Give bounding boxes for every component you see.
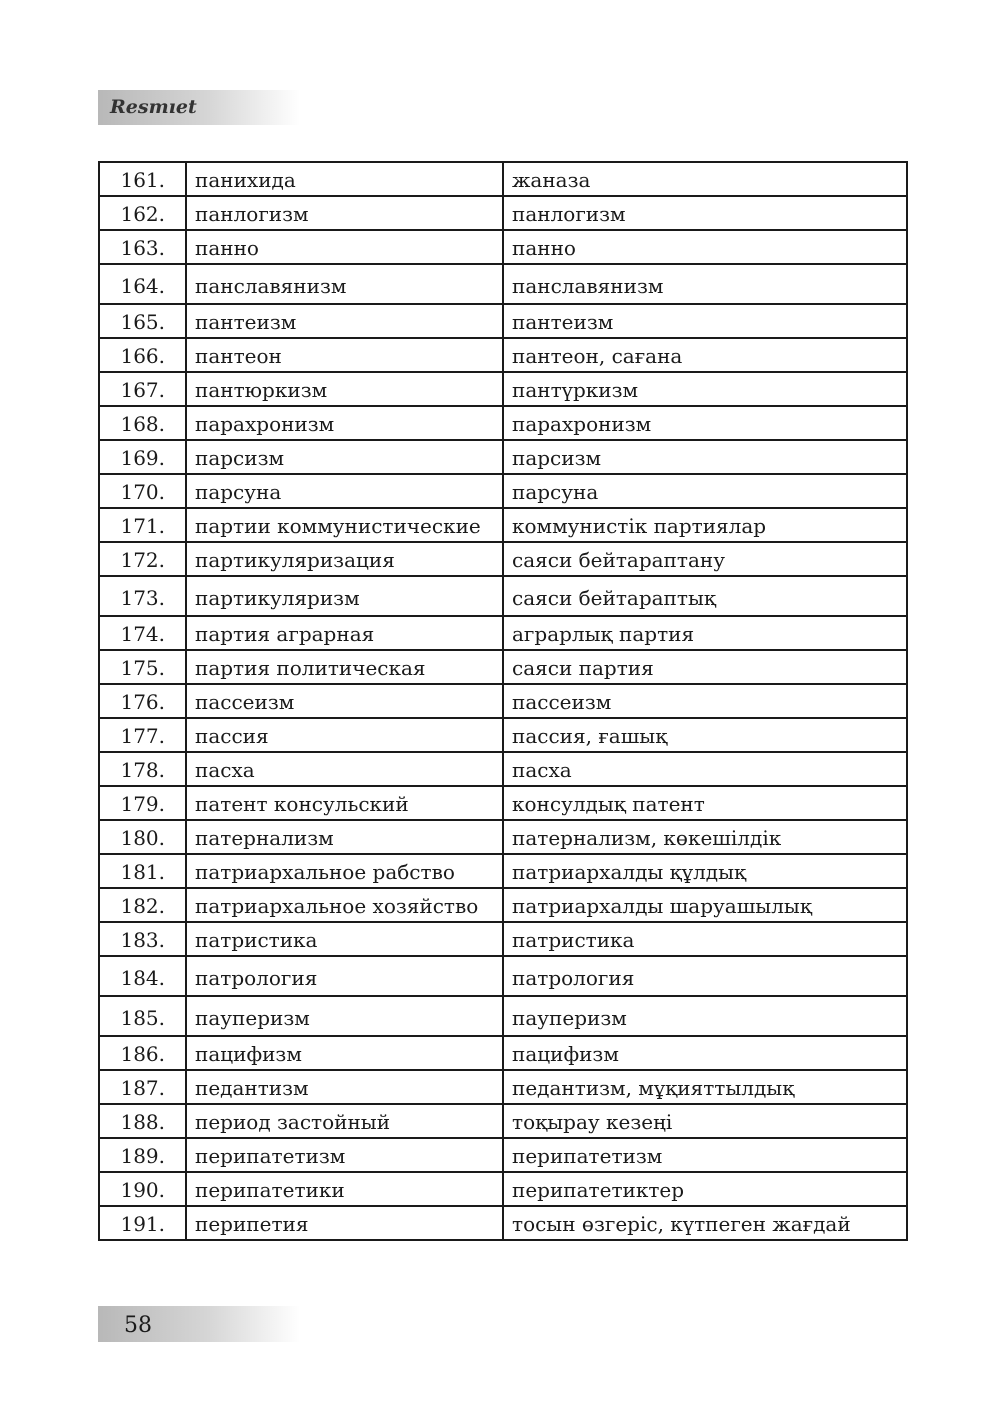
term-kazakh: тосын өзгеріс, күтпеген жағдай xyxy=(503,1206,907,1240)
table-row xyxy=(99,576,907,616)
term-russian: пассеизм xyxy=(186,684,503,718)
page-number: 58 xyxy=(124,1313,152,1338)
term-kazakh: пассеизм xyxy=(503,684,907,718)
term-kazakh: пасха xyxy=(503,752,907,786)
table-row xyxy=(99,996,907,1036)
table-row xyxy=(99,1104,907,1138)
term-kazakh: пантүркизм xyxy=(503,372,907,406)
term-kazakh: саяси партия xyxy=(503,650,907,684)
term-kazakh: пауперизм xyxy=(503,996,907,1036)
term-kazakh: панславянизм xyxy=(503,264,907,304)
term-russian: панно xyxy=(186,230,503,264)
table-row xyxy=(99,1036,907,1070)
term-russian: партикуляризм xyxy=(186,576,503,616)
term-number: 183. xyxy=(99,922,186,956)
term-number: 168. xyxy=(99,406,186,440)
term-number: 170. xyxy=(99,474,186,508)
term-kazakh: патристика xyxy=(503,922,907,956)
term-kazakh: парсизм xyxy=(503,440,907,474)
term-kazakh: панно xyxy=(503,230,907,264)
term-number: 181. xyxy=(99,854,186,888)
term-kazakh: парсуна xyxy=(503,474,907,508)
table-row xyxy=(99,264,907,304)
term-number: 185. xyxy=(99,996,186,1036)
term-number: 179. xyxy=(99,786,186,820)
term-number: 173. xyxy=(99,576,186,616)
term-russian: панславянизм xyxy=(186,264,503,304)
term-russian: патрология xyxy=(186,956,503,996)
table-row xyxy=(99,162,907,196)
term-number: 167. xyxy=(99,372,186,406)
term-russian: патернализм xyxy=(186,820,503,854)
term-number: 174. xyxy=(99,616,186,650)
term-kazakh: патрология xyxy=(503,956,907,996)
term-russian: пацифизм xyxy=(186,1036,503,1070)
term-number: 186. xyxy=(99,1036,186,1070)
table-row xyxy=(99,786,907,820)
term-russian: пассия xyxy=(186,718,503,752)
term-kazakh: аграрлық партия xyxy=(503,616,907,650)
table-row xyxy=(99,718,907,752)
term-number: 177. xyxy=(99,718,186,752)
term-number: 180. xyxy=(99,820,186,854)
table-row xyxy=(99,372,907,406)
term-number: 165. xyxy=(99,304,186,338)
table-row xyxy=(99,650,907,684)
glossary-table xyxy=(98,161,908,1241)
term-russian: патриархальное хозяйство xyxy=(186,888,503,922)
term-number: 176. xyxy=(99,684,186,718)
term-number: 187. xyxy=(99,1070,186,1104)
table-row xyxy=(99,684,907,718)
term-number: 175. xyxy=(99,650,186,684)
term-russian: педантизм xyxy=(186,1070,503,1104)
term-kazakh: перипатетиктер xyxy=(503,1172,907,1206)
term-kazakh: коммунистік партиялар xyxy=(503,508,907,542)
term-number: 164. xyxy=(99,264,186,304)
term-number: 178. xyxy=(99,752,186,786)
term-kazakh: пантеон, сағана xyxy=(503,338,907,372)
term-russian: партии коммунистические xyxy=(186,508,503,542)
term-russian: пантеон xyxy=(186,338,503,372)
table-row xyxy=(99,542,907,576)
term-russian: партия политическая xyxy=(186,650,503,684)
term-number: 172. xyxy=(99,542,186,576)
term-kazakh: педантизм, мұқияттылдық xyxy=(503,1070,907,1104)
term-kazakh: панлогизм xyxy=(503,196,907,230)
term-russian: парсуна xyxy=(186,474,503,508)
term-number: 171. xyxy=(99,508,186,542)
term-kazakh: жаназа xyxy=(503,162,907,196)
table-row xyxy=(99,508,907,542)
term-kazakh: перипатетизм xyxy=(503,1138,907,1172)
term-russian: панихида xyxy=(186,162,503,196)
term-number: 169. xyxy=(99,440,186,474)
term-russian: пантеизм xyxy=(186,304,503,338)
term-kazakh: саяси бейтараптану xyxy=(503,542,907,576)
term-russian: парсизм xyxy=(186,440,503,474)
running-header: Resmıet xyxy=(110,96,197,118)
table-row xyxy=(99,956,907,996)
term-number: 188. xyxy=(99,1104,186,1138)
term-kazakh: тоқырау кезеңі xyxy=(503,1104,907,1138)
table-row xyxy=(99,406,907,440)
term-kazakh: саяси бейтараптық xyxy=(503,576,907,616)
term-russian: перипатетики xyxy=(186,1172,503,1206)
term-russian: патент консульский xyxy=(186,786,503,820)
table-row xyxy=(99,1070,907,1104)
table-row xyxy=(99,440,907,474)
table-row xyxy=(99,230,907,264)
term-number: 161. xyxy=(99,162,186,196)
table-row xyxy=(99,854,907,888)
term-number: 189. xyxy=(99,1138,186,1172)
term-number: 166. xyxy=(99,338,186,372)
term-russian: панлогизм xyxy=(186,196,503,230)
term-russian: пасха xyxy=(186,752,503,786)
term-kazakh: пассия, ғашық xyxy=(503,718,907,752)
term-kazakh: патриархалды шаруашылық xyxy=(503,888,907,922)
term-russian: парахронизм xyxy=(186,406,503,440)
term-number: 191. xyxy=(99,1206,186,1240)
table-row xyxy=(99,338,907,372)
table-row xyxy=(99,304,907,338)
term-number: 182. xyxy=(99,888,186,922)
table-row xyxy=(99,1206,907,1240)
term-kazakh: патриархалды құлдық xyxy=(503,854,907,888)
table-row xyxy=(99,922,907,956)
table-row xyxy=(99,1138,907,1172)
term-number: 162. xyxy=(99,196,186,230)
term-kazakh: пантеизм xyxy=(503,304,907,338)
table-row xyxy=(99,820,907,854)
term-russian: перипатетизм xyxy=(186,1138,503,1172)
table-row xyxy=(99,196,907,230)
term-russian: период застойный xyxy=(186,1104,503,1138)
table-row xyxy=(99,752,907,786)
term-kazakh: парахронизм xyxy=(503,406,907,440)
term-kazakh: патернализм, көкешілдік xyxy=(503,820,907,854)
table-row xyxy=(99,616,907,650)
term-russian: пантюркизм xyxy=(186,372,503,406)
term-number: 163. xyxy=(99,230,186,264)
table-row xyxy=(99,1172,907,1206)
term-kazakh: пацифизм xyxy=(503,1036,907,1070)
glossary-body xyxy=(99,162,907,1240)
term-russian: патристика xyxy=(186,922,503,956)
term-russian: партия аграрная xyxy=(186,616,503,650)
term-kazakh: консулдық патент xyxy=(503,786,907,820)
term-russian: пауперизм xyxy=(186,996,503,1036)
table-row xyxy=(99,474,907,508)
term-number: 184. xyxy=(99,956,186,996)
term-russian: партикуляризация xyxy=(186,542,503,576)
term-russian: перипетия xyxy=(186,1206,503,1240)
table-row xyxy=(99,888,907,922)
term-russian: патриархальное рабство xyxy=(186,854,503,888)
term-number: 190. xyxy=(99,1172,186,1206)
